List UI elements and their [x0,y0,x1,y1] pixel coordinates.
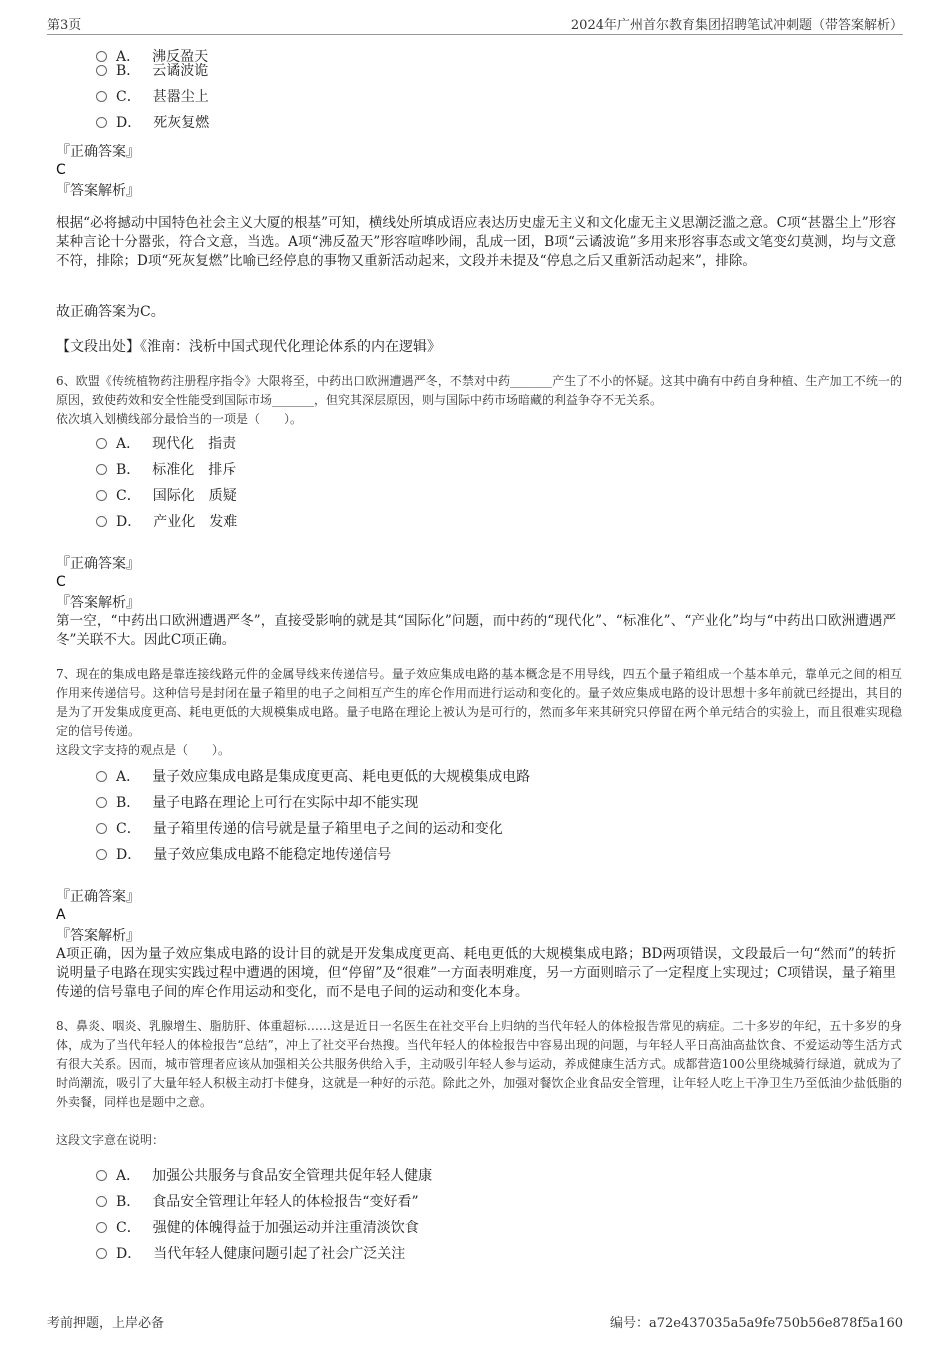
q5-option-c[interactable]: C． 甚嚣尘上 [96,88,209,106]
radio-icon[interactable] [96,1196,107,1207]
q8-option-c[interactable]: C． 强健的体魄得益于加强运动并注重清淡饮食 [96,1219,419,1237]
q6-option-a[interactable]: A． 现代化 指责 [96,435,236,453]
answer-label: 『正确答案』 [56,889,140,905]
radio-icon[interactable] [96,65,107,76]
question-prompt: 这段文字支持的观点是（ ）。 [56,743,231,757]
correct-answer: C [56,162,66,178]
radio-icon[interactable] [96,797,107,808]
analysis-text: A项正确，因为量子效应集成电路的设计目的就是开发集成度更高、耗电更低的大规模集成电路；BD两项错误，文段最后一句“然而”的转折说明量子电路在现实实践过程中遭遇的困境，但“停留”及“很难”一方面表明难度，另一方面则暗示了一定程度上实现过；C项错误，量子箱里传递的信号靠电子间的库仑作用运动和变化，而不是电子间的运动和变化本身。 [56,946,896,1000]
radio-icon[interactable] [96,51,107,62]
radio-icon[interactable] [96,438,107,449]
page-number: 第3页 [47,18,82,33]
radio-icon[interactable] [96,1170,107,1181]
correct-answer: C [56,574,66,590]
radio-icon[interactable] [96,91,107,102]
question-stem: 7、现在的集成电路是靠连接线路元件的金属导线来传递信号。量子效应集成电路的基本概念是不用导线，四五个量子箱组成一个基本单元，靠单元之间的相互作用来传递信号。这种信号是封闭在量子箱里的电子之间相互产生的库仑作用而进行运动和变化的。量子效应集成电路的设计思想十多年前就已经提出，其目的是为了开发集成度更高、耗电更低的大规模集成电路。量子电路在理论上被认为是可行的，然而多年来其研究只停留在两个单元结合的实验上，而且很难实现稳定的信号传递。 [56,667,902,738]
analysis-text: 根据“必将撼动中国特色社会主义大厦的根基”可知，横线处所填成语应表达历史虚无主义和文化虚无主义思潮泛滥之意。C项“甚嚣尘上”形容某种言论十分嚣张，符合文意，当选。A项“沸反盈天”形容喧哗吵闹，乱成一团，B项“云谲波诡”多用来形容事态或文笔变幻莫测，均与文意不符，排除；D项“死灰复燃”比喻已经停息的事物又重新活动起来，文段并未提及“停息之后又重新活动起来”，排除。 [56,215,896,269]
radio-icon[interactable] [96,823,107,834]
conclusion-text: 故正确答案为C。 [56,304,165,320]
source-citation: 【文段出处】《淮南：浅析中国式现代化理论体系的内在逻辑》 [56,339,441,355]
question-stem: 8、鼻炎、咽炎、乳腺增生、脂肪肝、体重超标……这是近日一名医生在社交平台上归纳的当代年轻人的体检报告常见的病症。二十多岁的年纪，五十多岁的身体，成为了当代年轻人的体检报告“总结”，冲上了社交平台热搜。当代年轻人的体检报告中容易出现的问题，与年轻人平日高油高盐饮食、不爱运动等生活方式有很大关系。因而，城市管理者应该从加强相关公共服务供给入手，主动吸引年轻人参与运动，养成健康生活方式。成都营造100公里绕城骑行绿道，就成为了时尚潮流，吸引了大量年轻人积极主动打卡健身，这就是一种好的示范。除此之外，加强对餐饮企业食品安全管理，让年轻人吃上干净卫生乃至低油少盐低脂的外卖餐，同样也是题中之意。 [56,1019,902,1109]
q7-option-c[interactable]: C． 量子箱里传递的信号就是量子箱里电子之间的运动和变化 [96,820,503,838]
answer-label: 『正确答案』 [56,144,140,160]
question-prompt: 依次填入划横线部分最恰当的一项是（ ）。 [56,412,303,426]
q7-option-b[interactable]: B． 量子电路在理论上可行在实际中却不能实现 [96,794,418,812]
q5-option-b[interactable]: B． 云谲波诡 [96,62,208,80]
analysis-text: 第一空，“中药出口欧洲遭遇严冬”，直接受影响的就是其“国际化”问题，而中药的“现代化”、“标准化”、“产业化”均与“中药出口欧洲遭遇严冬”关联不大。因此C项正确。 [56,613,896,648]
answer-label: 『正确答案』 [56,556,140,572]
document-title: 2024年广州首尔教育集团招聘笔试冲刺题（带答案解析） [570,18,903,33]
q6-option-b[interactable]: B． 标准化 排斥 [96,461,236,479]
q6-option-c[interactable]: C． 国际化 质疑 [96,487,237,505]
radio-icon[interactable] [96,117,107,128]
radio-icon[interactable] [96,490,107,501]
page-footer [47,1312,903,1332]
analysis-label: 『答案解析』 [56,183,140,199]
radio-icon[interactable] [96,1248,107,1259]
q5-option-a[interactable]: A． 沸反盈天 [96,48,208,66]
q8-option-d[interactable]: D． 当代年轻人健康问题引起了社会广泛关注 [96,1245,405,1263]
correct-answer: A [56,907,66,923]
q7-option-a[interactable]: A． 量子效应集成电路是集成度更高、耗电更低的大规模集成电路 [96,768,530,786]
radio-icon[interactable] [96,516,107,527]
q5-option-d[interactable]: D． 死灰复燃 [96,114,209,132]
analysis-label: 『答案解析』 [56,928,140,944]
q7-option-d[interactable]: D． 量子效应集成电路不能稳定地传递信号 [96,846,391,864]
radio-icon[interactable] [96,464,107,475]
q6-option-d[interactable]: D． 产业化 发难 [96,513,237,531]
question-stem: 6、欧盟《传统植物药注册程序指令》大限将至，中药出口欧洲遭遇严冬，不禁对中药_______产生了不小的怀疑。这其中确有中药自身种植、生产加工不统一的原因，致使药效和安全性能受到国际市场_______，但究其深层原因，则与国际中药市场暗藏的利益争夺不无关系。 [56,374,902,407]
document-code: 编号：a72e437035a5a9fe750b56e878f5a160 [610,1316,903,1331]
question-prompt: 这段文字意在说明： [56,1133,165,1147]
footer-slogan: 考前押题，上岸必备 [47,1316,165,1331]
analysis-label: 『答案解析』 [56,595,140,611]
q8-option-a[interactable]: A． 加强公共服务与食品安全管理共促年轻人健康 [96,1167,432,1185]
radio-icon[interactable] [96,849,107,860]
radio-icon[interactable] [96,1222,107,1233]
page-header [47,12,903,35]
q8-option-b[interactable]: B． 食品安全管理让年轻人的体检报告“变好看” [96,1193,419,1211]
radio-icon[interactable] [96,771,107,782]
